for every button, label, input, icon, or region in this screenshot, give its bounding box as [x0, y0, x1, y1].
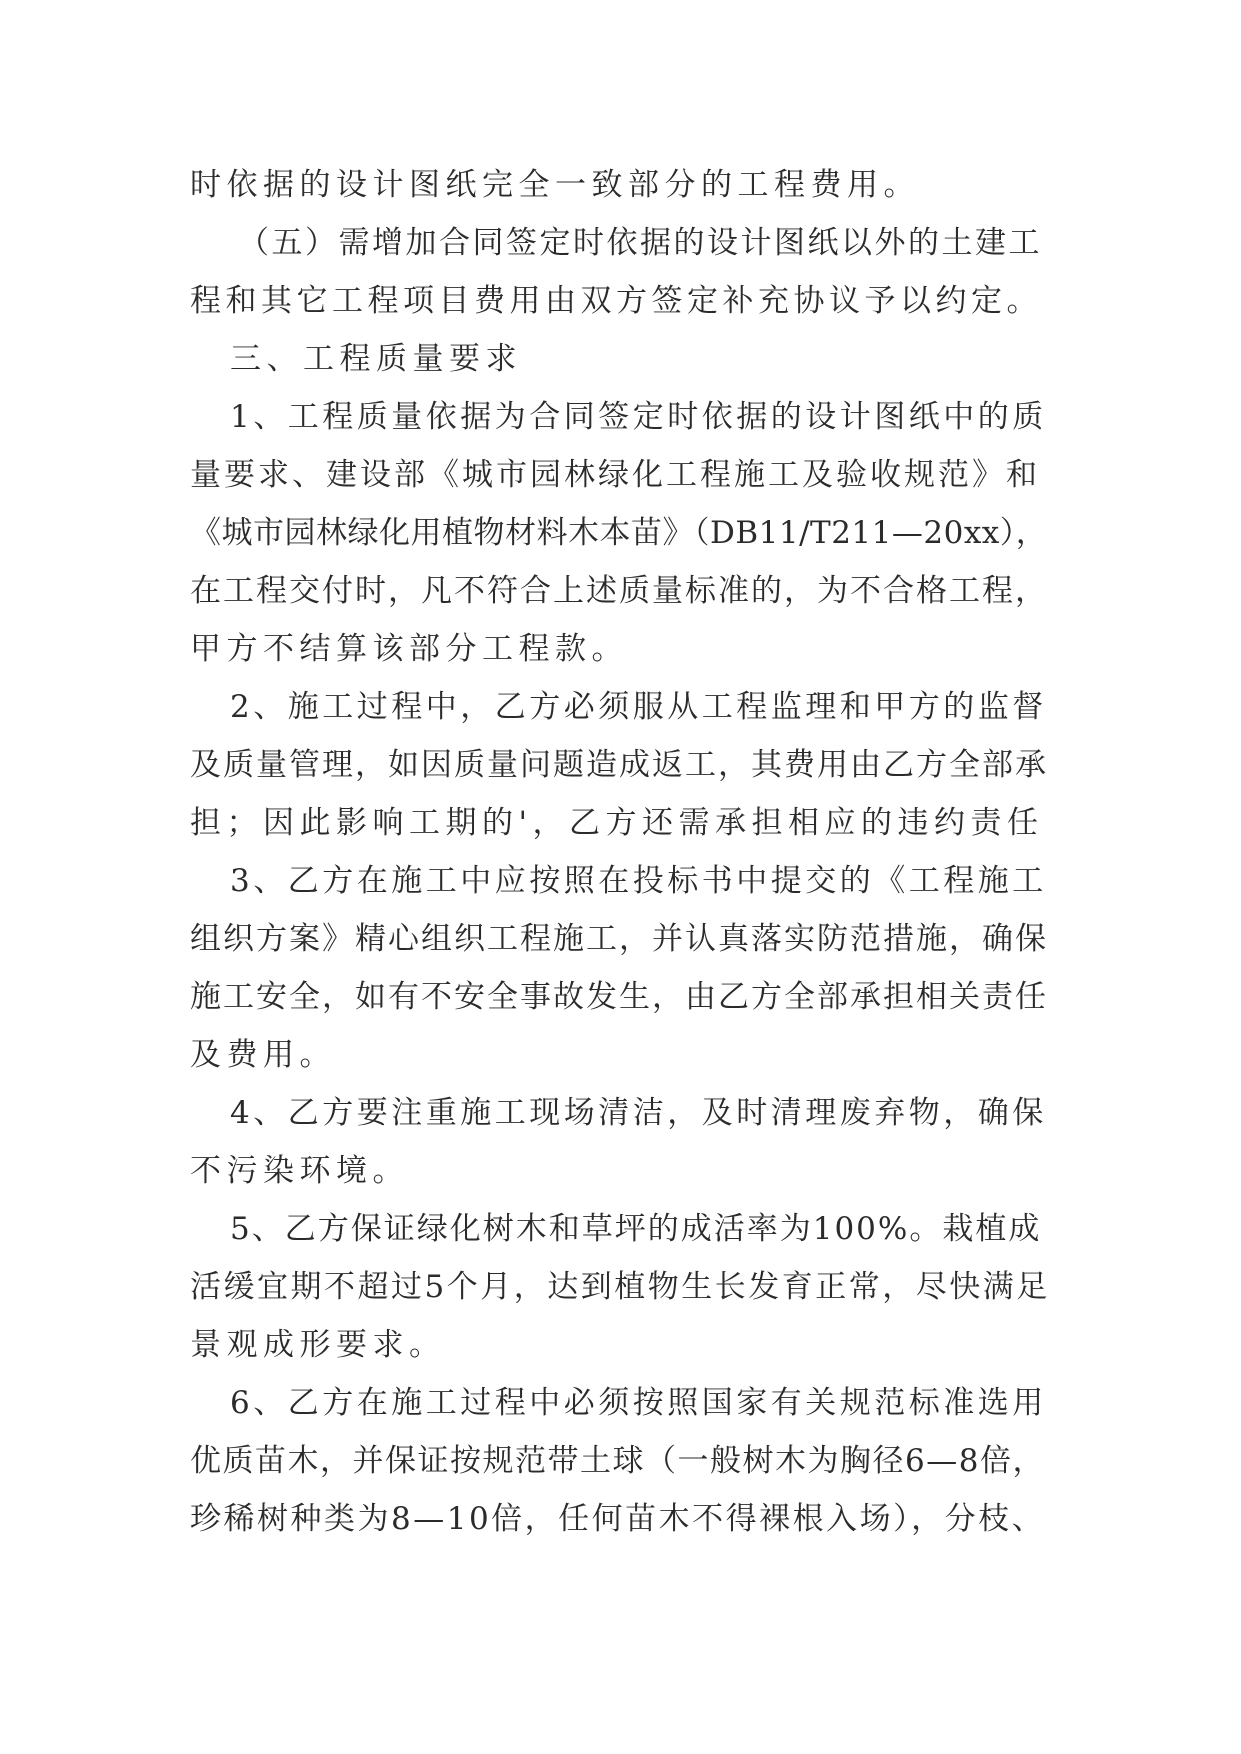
text-line: 施工安全，如有不安全事故发生，由乙方全部承担相关责任 [190, 979, 1048, 1015]
text-line: 6、乙方在施工过程中必须按照国家有关规范标准选用 [230, 1385, 1047, 1421]
text-line: 时依据的设计图纸完全一致部分的工程费用。 [190, 167, 920, 203]
text-line: 5、乙方保证绿化树木和草坪的成活率为100%。栽植成 [230, 1211, 1042, 1247]
text-line: 4、乙方要注重施工现场清洁，及时清理废弃物，确保 [230, 1095, 1047, 1131]
text-line: 不污染环境。 [190, 1153, 409, 1189]
text-line: 优质苗木，并保证按规范带土球（一般树木为胸径6—8倍， [190, 1443, 1045, 1479]
text-line: 1、工程质量依据为合同签定时依据的设计图纸中的质 [230, 399, 1047, 435]
text-line: 活缓宜期不超过5个月，达到植物生长发育正常，尽快满足 [190, 1269, 1050, 1305]
text-line: 3、乙方在施工中应按照在投标书中提交的《工程施工 [230, 863, 1047, 899]
text-line: 珍稀树种类为8—10倍，任何苗木不得裸根入场），分枝、 [190, 1501, 1046, 1537]
text-line: 景观成形要求。 [190, 1327, 446, 1363]
text-line: 甲方不结算该部分工程款。 [190, 631, 628, 667]
text-line: 程和其它工程项目费用由双方签定补充协议予以约定。 [190, 283, 1042, 319]
text-line: 组织方案》精心组织工程施工，并认真落实防范措施，确保 [190, 921, 1048, 957]
text-line: 及费用。 [190, 1037, 336, 1073]
text-line: 担；因此影响工期的'，乙方还需承担相应的违约责任 [190, 805, 1044, 841]
document-body [190, 156, 1052, 1548]
text-line: 及质量管理，如因质量问题造成返工，其费用由乙方全部承 [190, 747, 1048, 783]
text-line: 量要求、建设部《城市园林绿化工程施工及验收规范》和 [190, 457, 1040, 493]
section-heading: 三、工程质量要求 [230, 341, 522, 377]
text-line: 在工程交付时，凡不符合上述质量标准的，为不合格工程， [190, 573, 1048, 609]
text-line: （五）需增加合同签定时依据的设计图纸以外的土建工 [238, 225, 1042, 261]
text-line: 《城市园林绿化用植物材料木本苗》（DB11/T211—20xx）， [190, 515, 1048, 551]
text-line: 2、施工过程中，乙方必须服从工程监理和甲方的监督 [230, 689, 1047, 725]
